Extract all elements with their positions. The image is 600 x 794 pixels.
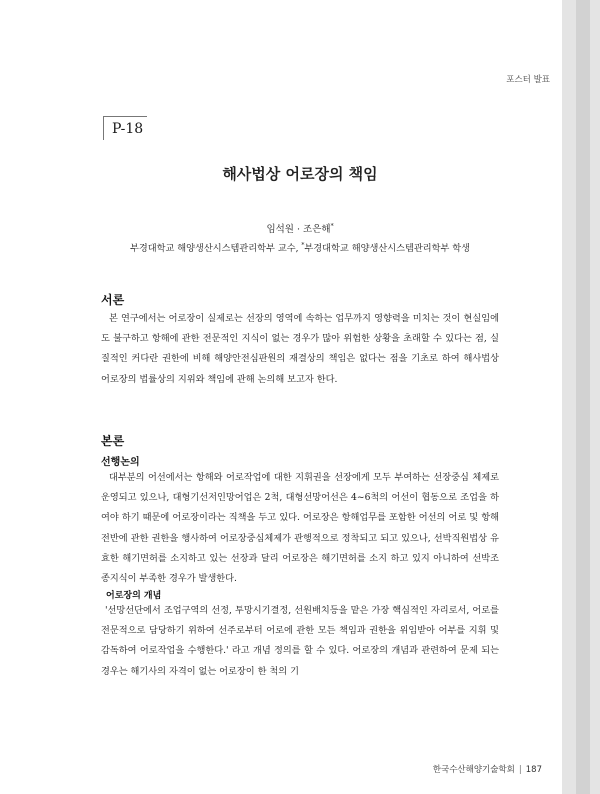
footer-separator: | bbox=[518, 765, 522, 775]
prior-paragraph: 대부분의 어선에서는 항해와 어로작업에 대한 지휘권을 선장에게 모두 부여하는 선장중심 체제로 운영되고 있으나, 대형기선저인망어업은 2척, 대형선망어선은 4~6척의 어선이 협동으로 조업을 하여야 하기 때문에 어로장이라는 직책을 두고 있다. 어로장은 항해업무를 포함한 어선의 어로 및 항해 전반에 관한 권한을 행사하여 어로장중심체제가 관행적으로 정착되고 되고 있으나, 선박직원법상 유효한 해기면허를 소지하고 있는 선장과 달리 어로장은 해기면허를 소지 하고 있지 아니하여 선박조종지식이 부족한 경우가 발생한다. bbox=[101, 472, 499, 585]
affiliation bbox=[0, 240, 600, 254]
affiliation-a: 부경대학교 해양생산시스템관리학부 교수, bbox=[129, 243, 302, 254]
page-footer bbox=[433, 763, 542, 775]
body-heading: 본론 bbox=[101, 434, 125, 448]
intro-paragraph: 본 연구에서는 어로장이 실제로는 선장의 영역에 속하는 업무까지 영향력을 미치는 것이 현실임에도 불구하고 항해에 관한 전문적인 지식이 없는 경우가 많아 위험한 상황을 초래할 수 있다는 점, 실질적인 커다란 권한에 비해 해양안전심판원의 재결상의 책임은 없다는 점을 기초로 하여 해사법상 어로장의 법률상의 지위와 책임에 관해 논의해 보고자 한다. bbox=[101, 313, 499, 385]
prior-heading: 선행논의 bbox=[101, 457, 140, 468]
side-tab-stripe bbox=[576, 0, 590, 794]
affiliation-b: 부경대학교 해양생산시스템관리학부 학생 bbox=[304, 243, 471, 254]
poster-id: P-18 bbox=[103, 116, 147, 140]
affiliation-mark: * bbox=[301, 241, 305, 249]
side-tab bbox=[562, 0, 600, 794]
author-names: 임석원 · 조은해 bbox=[266, 224, 331, 235]
authors bbox=[0, 221, 600, 235]
footer-society: 한국수산해양기술학회 bbox=[432, 765, 515, 775]
page-number: 187 bbox=[525, 765, 542, 775]
section-tag: 포스터 발표 bbox=[506, 75, 550, 85]
concept-heading: 어로장의 개념 bbox=[106, 591, 162, 601]
intro-heading: 서론 bbox=[101, 293, 125, 307]
concept-paragraph: '선망선단에서 조업구역의 선정, 투망시기결정, 선원배치등을 맡은 가장 핵심적인 자리로서, 어로를 전문적으로 담당하기 위하여 선주로부터 어로에 관한 모든 책임과 권한을 위임받아 어부를 지휘 및 감독하여 어로작업을 수행한다.' 라고 개념 정의를 할 수 있다. 어로장의 개념과 관련하여 문제 되는 경우는 해기사의 자격이 없는 어로장이 한 척의 기 bbox=[101, 605, 499, 677]
paper-title: 해사법상 어로장의 책임 bbox=[222, 165, 378, 183]
author-mark: * bbox=[330, 222, 334, 230]
